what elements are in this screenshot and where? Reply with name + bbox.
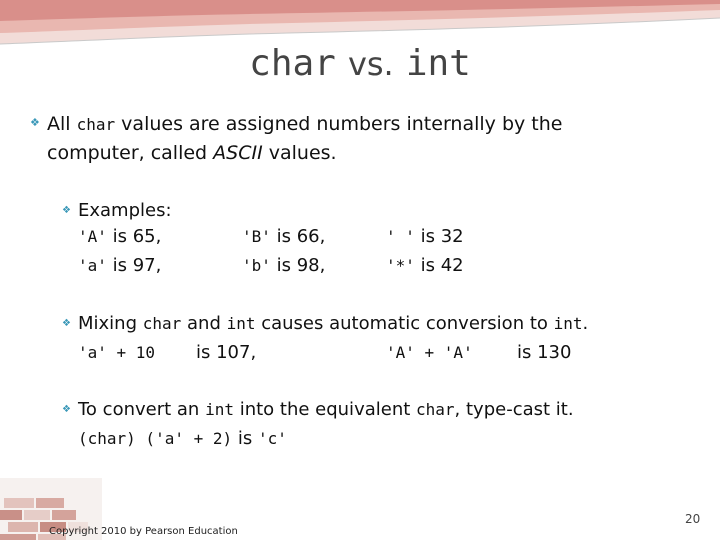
convert-code-char: char (416, 400, 455, 419)
intro-text-2: values are assigned numbers internally by the (115, 113, 563, 135)
example-cell (78, 255, 161, 276)
example-value: is 65, (106, 226, 162, 247)
slide-title (0, 40, 720, 84)
mixing-example-2 (386, 342, 473, 363)
convert-example-code: (char) ('a' + 2) (78, 429, 233, 448)
mixing-code-int-2: int (553, 314, 583, 333)
example-value: is 32 (414, 226, 464, 247)
bullet-icon: ❖ (62, 318, 71, 329)
intro-line-2 (47, 142, 337, 164)
mixing-text-4: . (582, 313, 589, 334)
example-cell (386, 255, 464, 276)
footer-copyright: Copyright 2010 by Pearson Education (49, 526, 238, 537)
bullet-icon: ❖ (30, 116, 40, 129)
mixing-example-1 (78, 342, 155, 363)
example-cell (242, 255, 325, 276)
example-value: is 42 (414, 255, 464, 276)
intro-line-1 (47, 113, 562, 135)
example-code: 'B' (242, 227, 271, 246)
examples-label: Examples: (78, 200, 172, 221)
example-code: 'b' (242, 256, 271, 275)
mixing-text-2: and (181, 313, 227, 334)
example-code: 'a' (78, 256, 107, 275)
convert-example-is: is (237, 428, 253, 449)
example-cell (242, 226, 325, 247)
intro-line2-prefix: computer, called (47, 142, 214, 164)
convert-text-2: into the equivalent (233, 399, 417, 420)
page-number: 20 (685, 512, 701, 526)
mixing-example-code: 'a' + 10 (78, 343, 156, 362)
example-value: is 98, (270, 255, 326, 276)
example-cell (386, 226, 464, 247)
example-value: is 66, (270, 226, 326, 247)
convert-code-int: int (205, 400, 234, 419)
mixing-text-1: Mixing (78, 313, 143, 334)
intro-ascii-italic: ASCII (213, 142, 263, 164)
intro-code-char: char (76, 115, 116, 134)
title-code-char: char (249, 43, 336, 84)
intro-line2-suffix: values. (262, 142, 337, 164)
title-code-int: int (405, 43, 471, 84)
convert-text-3: , type-cast it. (454, 399, 574, 420)
mixing-line (78, 313, 588, 334)
mixing-code-char: char (142, 314, 182, 333)
mixing-example-2-result: is 130 (517, 342, 572, 363)
bullet-icon: ❖ (62, 205, 71, 216)
mixing-code-int: int (226, 314, 256, 333)
title-vs: vs. (347, 45, 394, 83)
example-value: is 97, (106, 255, 162, 276)
bullet-icon: ❖ (62, 404, 71, 415)
example-code: '*' (386, 256, 415, 275)
example-cell (78, 226, 161, 247)
convert-example (78, 428, 287, 449)
example-code: 'A' (78, 227, 107, 246)
mixing-example-1-result: is 107, (196, 342, 257, 363)
example-code: ' ' (386, 227, 415, 246)
mixing-example-code: 'A' + 'A' (386, 343, 473, 362)
convert-example-result: 'c' (257, 429, 287, 448)
mixing-text-3: causes automatic conversion to (255, 313, 554, 334)
convert-line (78, 399, 574, 420)
convert-text-1: To convert an (78, 399, 206, 420)
intro-text-1: All (47, 113, 77, 135)
